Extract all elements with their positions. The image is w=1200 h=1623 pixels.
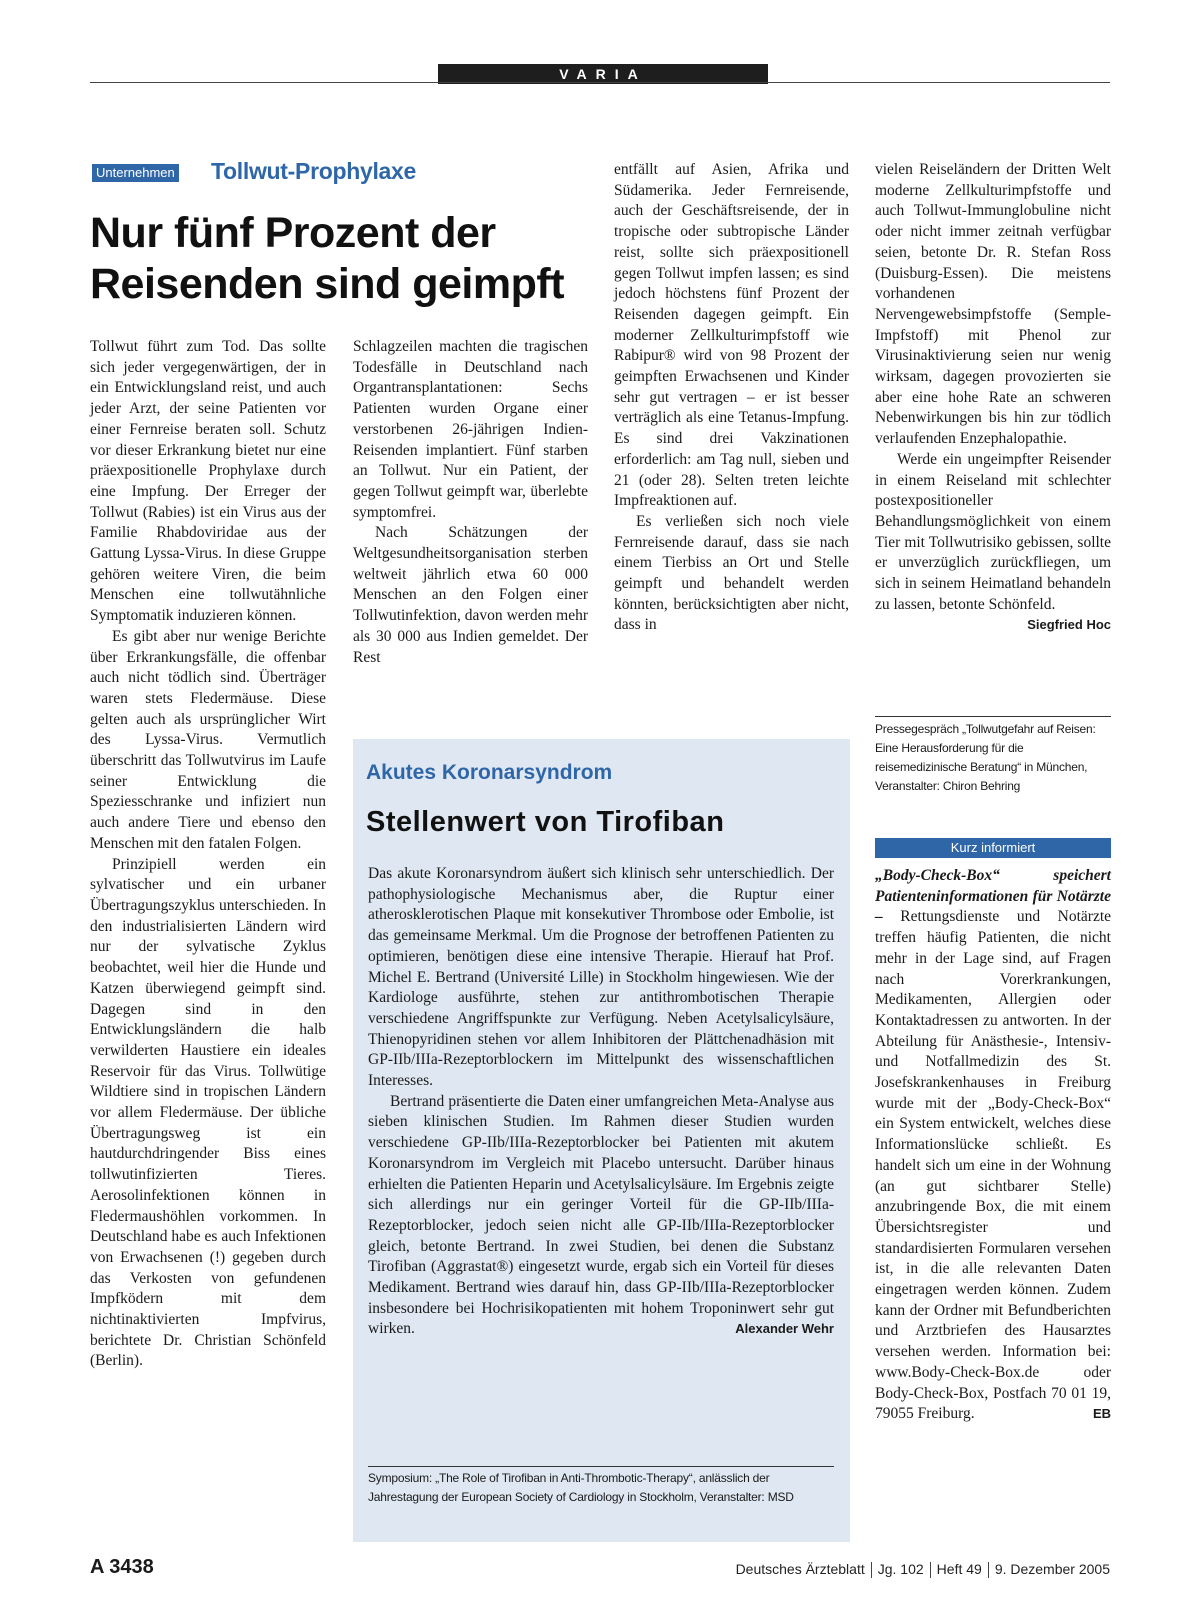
divider [988, 1562, 989, 1578]
paragraph: Das akute Koronarsyndrom äußert sich klinisch sehr unterschiedlich. Der pathophysiologische Mechanismus aber, die Ruptur einer atherosklerotischen Plaque mit konsekutiver Thrombose oder Embolie, ist das gemeinsame Merkmal. Um die Prognose der betroffenen Patienten zu optimieren, benötigen diese eine intensive Therapie. Hierauf hat Prof. Michel E. Bertrand (Université Lille) in Stockholm hingewiesen. Wie der Kardiologe ausführte, stehen zur antithrombotischen Therapie verschiedene Angriffspunkte zur Verfügung. Neben Acetylsalicylsäure, Thienopyridinen stehen vor allem Inhibitoren der Plättchenadhäsion mit GP-IIb/IIIa-Rezeptorblockern im Mittelpunkt des wissenschaftlichen Interesses. [368, 865, 834, 1090]
paragraph [875, 450, 1111, 633]
article-column-4 [875, 160, 1111, 636]
paragraph-text: Werde ein ungeimpfter Reisender in einem Reiseland mit schlechter postexpositioneller Behandlungsmöglichkeit von einem Tier mit Tollwutrisiko gebissen, sollte er unverzüglich zurückfliegen, um sich in seinem Heimatland behandeln zu lassen, betonte Schönfeld. [875, 450, 1111, 613]
paragraph: entfällt auf Asien, Afrika und Südamerika. Jeder Fernreisende, auch der Geschäftsreisende, der in tropische oder subtropische Länder reist, sollte sich präexpositionell gegen Tollwut impfen lassen; es sind jedoch höchstens fünf Prozent der Reisenden dagegen geimpft. Ein moderner Zellkulturimpfstoff wie Rabipur® wird von 98 Prozent der geimpften Erwachsenen und Kinder sehr gut vertragen – er ist besser verträglich als eine Tetanus-Impfung. Es sind drei Vakzinationen erforderlich: am Tag null, sieben und 21 (oder 28). Selten treten leichte Impfreaktionen auf. [614, 161, 849, 510]
box-kicker: Akutes Koronarsyndrom [366, 761, 613, 784]
paragraph: Es verließen sich noch viele Fernreisende darauf, dass sie nach einem Tierbiss an Ort und Stelle geimpft und behandelt werden könnten, berücksichtigten aber nicht, dass in [614, 512, 849, 634]
box-note-rule [368, 1466, 834, 1467]
journal-issue: Heft 49 [936, 1561, 982, 1577]
box-event-note: Symposium: „The Role of Tirofiban in Anti-Thrombotic-Therapy“, anlässlich der Jahrestagung der European Society of Cardiology in Stockholm, Veranstalter: MSD [368, 1471, 794, 1504]
kurz-body [875, 866, 1111, 1425]
page-number: A 3438 [90, 1556, 154, 1578]
article-column-3 [614, 160, 849, 636]
article-kicker: Tollwut-Prophylaxe [211, 158, 417, 184]
article-column-1 [90, 337, 326, 1372]
headline-line-2: Reisenden sind geimpft [90, 260, 565, 308]
header-rule [90, 82, 1110, 83]
paragraph-text: Rettungsdienste und Notärzte treffen häufig Patienten, die nicht mehr in der Lage sind, auf Fragen nach Vorerkrankungen, Medikamenten, Allergien oder Kontaktadressen zu antworten. In der Abteilung für Anästhesie-, Intensiv- und Notfallmedizin des St. Josefskrankenhauses in Freiburg wurde mit der „Body-Check-Box“ ein System entwickelt, welches diese Informationslücke schließt. Es handelt sich um eine in der Wohnung (an gut sichtbarer Stelle) anzubringende Box, die mit einem Übersichtsregister und standardisierten Formularen versehen ist, in die alle relevanten Daten eingetragen werden können. Zudem kann der Ordner mit Befundberichten und Arztbriefen des Hausarztes versehen werden. Information bei: www.Body-Check-Box.de oder Body-Check-Box, Postfach 70 01 19, 79055 Freiburg. [875, 908, 1112, 1423]
journal-date: 9. Dezember 2005 [994, 1561, 1110, 1577]
author-signature: Alexander Wehr [735, 1321, 834, 1337]
category-badge: Unternehmen [92, 164, 179, 182]
divider [930, 1562, 931, 1578]
paragraph: Es gibt aber nur wenige Berichte über Erkrankungsfälle, die offenbar auch nicht tödlich sind. Überträger waren stets Fledermäuse. Diese gelten auch als ursprünglicher Wirt des Lyssa-Virus. Vermutlich überschritt das Tollwutvirus im Laufe seiner Entwicklung die Speziesschranke und infiziert nun auch andere Tiere und ebenso den Menschen mit den fatalen Folgen. [90, 627, 326, 852]
journal-name: Deutsches Ärzteblatt [735, 1561, 865, 1577]
article-column-2 [353, 337, 588, 668]
author-signature: EB [1092, 1406, 1111, 1422]
note-rule [875, 716, 1111, 717]
paragraph [368, 1092, 834, 1340]
box-body [368, 864, 834, 1340]
divider [871, 1562, 872, 1578]
section-label: VARIA [438, 64, 768, 84]
headline-line-1: Nur fünf Prozent der [90, 209, 496, 257]
paragraph-text: Bertrand präsentierte die Daten einer umfangreichen Meta-Analyse aus sieben klinischen Studien. Im Rahmen dieser Studien wurden verschiedene GP-IIb/IIIa-Rezeptorblocker bei Patienten mit akutem Koronarsyndrom im Vergleich mit Placebo untersucht. Darüber hinaus erhielten die Patienten Heparin und Acetylsalicylsäure. Im Ergebnis zeigte sich allerdings nur ein geringer Vorteil für die GP-IIb/IIIa-Rezeptorblocker, jedoch seien nicht alle GP-IIb/IIIa-Rezeptorblocker gleich, betonte Bertrand. In zwei Studien, bei denen die Substanz Tirofiban (Aggrastat®) eingesetzt wurde, ergab sich ein Vorteil für dieses Medikament. Bertrand wies darauf hin, dass GP-IIb/IIIa-Rezeptorblocker insbesondere bei Hochrisikopatienten mit hohem Troponinwert sehr gut wirken. [368, 1092, 834, 1338]
author-signature: Siegfried Hoc [1027, 617, 1111, 633]
kurz-label: Kurz informiert [875, 838, 1111, 858]
paragraph: Tollwut führt zum Tod. Das sollte sich jeder vergegenwärtigen, der in ein Entwicklungsland reist, und auch jeder Arzt, der seine Patienten vor einer Fernreise beraten soll. Schutz vor dieser Erkrankung bietet nur eine präexpositionelle Prophylaxe durch eine Impfung. Der Erreger der Tollwut (Rabies) ist ein Virus aus der Familie Rhabdoviridae aus der Gattung Lyssa-Virus. In diese Gruppe gehören weitere Viren, die beim Menschen eine tollwutähnliche Symptomatik induzieren können. [90, 338, 326, 625]
paragraph: Nach Schätzungen der Weltgesundheitsorganisation sterben weltweit jährlich etwa 60 000 Menschen an den Folgen einer Tollwutinfektion, davon werden mehr als 30 000 aus Indien gemeldet. Der Rest [353, 524, 588, 666]
article-headline [90, 208, 590, 310]
kurz-lead: „Body-Check-Box“ speichert Patienteninformationen für Notärzte – [875, 867, 1111, 926]
paragraph: Prinzipiell werden ein sylvatischer und ein urbaner Übertragungszyklus unterschieden. In den industrialisierten Ländern wird nur der sylvatische Zyklus beobachtet, weil hier die Hunde und Katzen überwiegend geimpft sind. Dagegen sind in den Entwicklungsländern die halb verwilderten Haustiere ein ideales Reservoir für das Virus. Tollwütige Wildtiere sind in tropischen Ländern vor allem Fledermäuse. Der übliche Übertragungsweg ist ein hautdurchdringender Biss eines tollwutinfizierten Tieres. Aerosolinfektionen können in Fledermaushöhlen vorkommen. In Deutschland habe es auch Infektionen von Erwachsenen (!) gegeben durch das Verkosten von gefundenen Impfködern mit dem nichtinaktivierten Impfvirus, berichtete Dr. Christian Schönfeld (Berlin). [90, 855, 326, 1370]
journal-volume: Jg. 102 [877, 1561, 924, 1577]
paragraph [875, 866, 1111, 1425]
paragraph: Schlagzeilen machten die tragischen Todesfälle in Deutschland nach Organtransplantationen: Sechs Patienten wurden Organe einer verstorbenen 26-jährigen Indien-Reisenden implantiert. Fünf starben an Tollwut. Nur ein Patient, der gegen Tollwut geimpft war, überlebte symptomfrei. [353, 338, 588, 521]
journal-info [736, 1561, 1110, 1578]
event-note: Pressegespräch „Tollwutgefahr auf Reisen: Eine Herausforderung für die reisemedizinische Beratung“ in München, Veranstalter: Chiron Behring [875, 722, 1096, 793]
paragraph: vielen Reiseländern der Dritten Welt moderne Zellkulturimpfstoffe und auch Tollwut-Immunglobuline nicht oder nicht immer zeitnah verfügbar seien, betonte Dr. R. Stefan Ross (Duisburg-Essen). Die meistens vorhandenen Nervengewebsimpfstoffe (Semple-Impfstoff) mit Phenol zur Virusinaktivierung seien nur wenig wirksam, dagegen provozierten sie aber eine hohe Rate an schweren Nebenwirkungen bis hin zur tödlich verlaufenden Enzephalopathie. [875, 161, 1111, 448]
box-title: Stellenwert von Tirofiban [366, 806, 725, 838]
